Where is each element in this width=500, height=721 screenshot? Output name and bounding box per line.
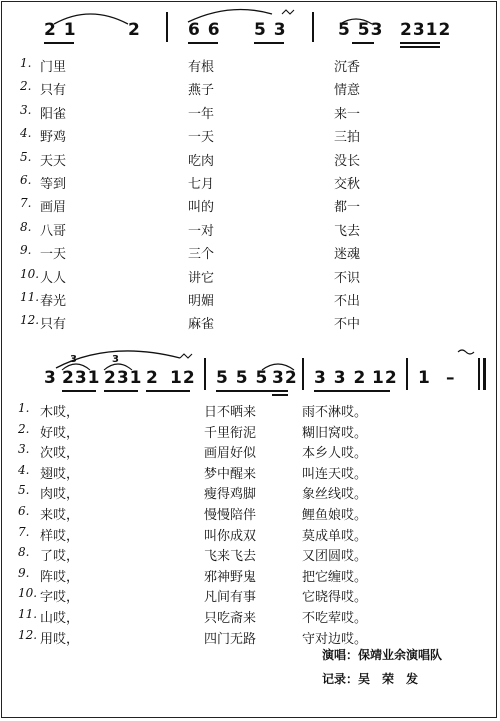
lyric-text: 梦中醒来	[204, 466, 257, 482]
lyric-text: 画眉	[40, 200, 67, 216]
lyric-text: 都一	[334, 200, 361, 216]
lyric-text: 字哎，	[40, 590, 80, 606]
verse-number: 12.	[18, 627, 38, 642]
verse-number: 12.	[20, 313, 40, 328]
beat-underline	[188, 42, 218, 44]
note-group: 231	[104, 368, 143, 388]
lyric-text: 阳雀	[40, 106, 67, 122]
lyric-text: 麻雀	[188, 317, 215, 333]
verse-line	[0, 313, 500, 337]
lyric-text: 阵哎，	[40, 569, 80, 585]
lyric-text: 莫成单哎。	[302, 528, 368, 544]
lyric-text: 把它缠哎。	[302, 569, 368, 585]
verse-number: 10.	[18, 586, 38, 601]
lyric-text: 有根	[188, 60, 215, 75]
verse-number: 9.	[20, 243, 32, 258]
lyric-text: 天天	[40, 153, 67, 169]
verse-number: 3.	[20, 102, 32, 117]
fermata-mark	[458, 350, 474, 354]
verse-line	[0, 220, 500, 244]
verse-number: 8.	[18, 545, 30, 560]
beat-underline	[62, 390, 96, 392]
lyric-text: 鲤鱼娘哎。	[302, 508, 368, 523]
verse-line	[0, 150, 500, 174]
note-group: 5 5 5	[216, 368, 269, 388]
verse-number: 2.	[20, 79, 32, 94]
performer-credit: 演唱：保靖业余演唱队	[322, 648, 443, 662]
beat-underline	[216, 390, 288, 392]
note-group: 3 3 2	[314, 368, 367, 388]
lyric-text: 不吃荤哎。	[302, 611, 368, 626]
lyric-text: 不识	[334, 270, 361, 286]
lyric-text: 三拍	[334, 130, 361, 146]
lyric-text: 等到	[40, 177, 67, 192]
verse-line	[0, 267, 500, 291]
beat-underline	[146, 390, 190, 392]
lyric-text: 了哎，	[40, 549, 80, 565]
lyric-text: 次哎，	[40, 446, 80, 462]
lyric-text: 叫你成双	[204, 528, 257, 544]
bar-line	[406, 358, 408, 390]
lyric-text: 四门无路	[204, 631, 257, 647]
verse-number: 10.	[20, 266, 40, 281]
lyric-text: 样哎，	[40, 528, 80, 544]
lyric-text: 门里	[40, 60, 67, 75]
note-group: 6 6	[188, 20, 221, 40]
verse-line	[0, 290, 500, 314]
lyric-text: 用哎，	[40, 631, 80, 647]
verse-number: 6.	[18, 504, 30, 518]
lyric-text: 沉香	[334, 60, 361, 75]
lyric-text: 野鸡	[40, 130, 67, 146]
lyric-text: 飞来飞去	[204, 549, 257, 565]
lyric-text: 叫连天哎。	[302, 466, 368, 482]
verse-number: 11.	[20, 290, 40, 304]
lyric-text: 春光	[40, 294, 67, 309]
bar-line	[302, 358, 304, 390]
beat-underline	[272, 394, 288, 396]
lyric-text: 慢慢陪伴	[204, 508, 257, 523]
lyric-text: 好哎，	[40, 425, 80, 441]
lyric-text: 人人	[40, 270, 67, 286]
lyric-text: 一年	[188, 106, 215, 122]
note-group: 2	[128, 20, 141, 40]
lyric-text: 三个	[188, 247, 215, 263]
notation-row-2	[0, 368, 500, 398]
verse-number: 1.	[20, 56, 32, 70]
recorder-credit: 记录：吴 荣 发	[322, 672, 419, 686]
verse-number: 5.	[20, 149, 32, 164]
beat-underline	[400, 42, 440, 44]
lyric-text: 它晓得哎。	[302, 590, 368, 606]
verse-number: 5.	[18, 483, 30, 498]
lyric-text: 千里衔泥	[204, 425, 257, 441]
bar-line	[204, 358, 206, 390]
verse-number: 4.	[20, 126, 32, 141]
lyric-text: 肉哎，	[40, 487, 80, 503]
beat-underline	[314, 390, 390, 392]
verse-line	[0, 103, 500, 127]
verse-number: 7.	[20, 196, 32, 211]
beat-underline	[352, 42, 374, 44]
bar-line	[166, 12, 168, 42]
triplet-mark: 3	[70, 354, 78, 365]
beat-underline	[44, 42, 74, 44]
lyric-text: 雨不淋哎。	[302, 405, 368, 420]
lyric-text: 日不晒来	[204, 405, 257, 420]
lyric-text: 只有	[40, 83, 67, 99]
note-group: 12	[170, 368, 196, 388]
lyric-text: 讲它	[188, 270, 215, 286]
lyric-text: 不出	[334, 294, 361, 309]
final-bar-line	[483, 358, 486, 390]
lyric-text: 七月	[188, 177, 215, 192]
lyric-text: 来哎，	[40, 508, 80, 523]
verse-number: 6.	[20, 173, 32, 187]
lyric-text: 本乡人哎。	[302, 446, 368, 462]
lyric-text: 糊旧窝哎。	[302, 425, 368, 441]
verse-line	[0, 126, 500, 150]
lyric-text: 燕子	[188, 83, 215, 99]
note-group: 2	[146, 368, 159, 388]
lyric-text: 守对边哎。	[302, 631, 368, 647]
lyric-text: 翅哎，	[40, 466, 80, 482]
note-group: 231	[62, 368, 101, 388]
bar-line	[478, 358, 480, 390]
lyric-text: 八哥	[40, 223, 67, 239]
lyric-text: 一天	[40, 247, 67, 263]
lyric-text: 一天	[188, 130, 215, 146]
lyric-text: 一对	[188, 223, 215, 239]
note-group: 12	[372, 368, 398, 388]
verse-number: 7.	[18, 524, 30, 539]
verse-number: 8.	[20, 219, 32, 234]
verse-line	[0, 243, 500, 267]
lyric-text: 只有	[40, 317, 67, 333]
verse-line	[0, 196, 500, 220]
verse-number: 1.	[18, 401, 30, 415]
tie-squiggle	[180, 354, 192, 358]
lyric-text: 只吃斋来	[204, 611, 257, 626]
triplet-mark: 3	[112, 354, 120, 365]
lyric-text: 来一	[334, 106, 361, 122]
lyric-text: 象丝线哎。	[302, 487, 368, 503]
bar-line	[312, 12, 314, 42]
beat-underline	[400, 46, 440, 48]
lyric-text: 没长	[334, 153, 361, 169]
lyric-text: 邪神野鬼	[204, 569, 257, 585]
note-group: 2312	[400, 20, 452, 40]
verse-line	[0, 173, 500, 197]
lyric-text: 画眉好似	[204, 446, 257, 462]
lyric-text: 吃肉	[188, 153, 215, 169]
verse-line	[0, 56, 500, 80]
lyric-text: 凡间有事	[204, 590, 257, 606]
note-group: 3	[44, 368, 57, 388]
note-group: 5 3	[254, 20, 287, 40]
tie-squiggle	[282, 10, 294, 14]
note-group: 2 1	[44, 20, 77, 40]
note-group: 32	[272, 368, 298, 388]
lyric-text: 不中	[334, 317, 361, 333]
lyric-text: 又团圆哎。	[302, 549, 368, 565]
beat-underline	[254, 42, 284, 44]
lyric-text: 飞去	[334, 223, 361, 239]
note-group: 1	[418, 368, 431, 388]
lyric-text: 明媚	[188, 294, 215, 309]
lyric-text: 迷魂	[334, 247, 361, 263]
verse-line	[0, 79, 500, 103]
lyric-text: 木哎，	[40, 405, 80, 420]
beat-underline	[104, 390, 138, 392]
verse-number: 9.	[18, 565, 30, 580]
lyric-text: 叫的	[188, 200, 215, 216]
lyric-text: 交秋	[334, 177, 361, 192]
verse-number: 4.	[18, 462, 30, 477]
verse-number: 3.	[18, 442, 30, 457]
note-group: 5 53	[338, 20, 384, 40]
lyric-text: 山哎，	[40, 611, 80, 626]
verse-number: 11.	[18, 607, 38, 621]
verse-number: 2.	[18, 421, 30, 436]
lyric-text: 情意	[334, 83, 361, 99]
note-group: –	[446, 368, 456, 388]
lyric-text: 瘦得鸡脚	[204, 487, 257, 503]
